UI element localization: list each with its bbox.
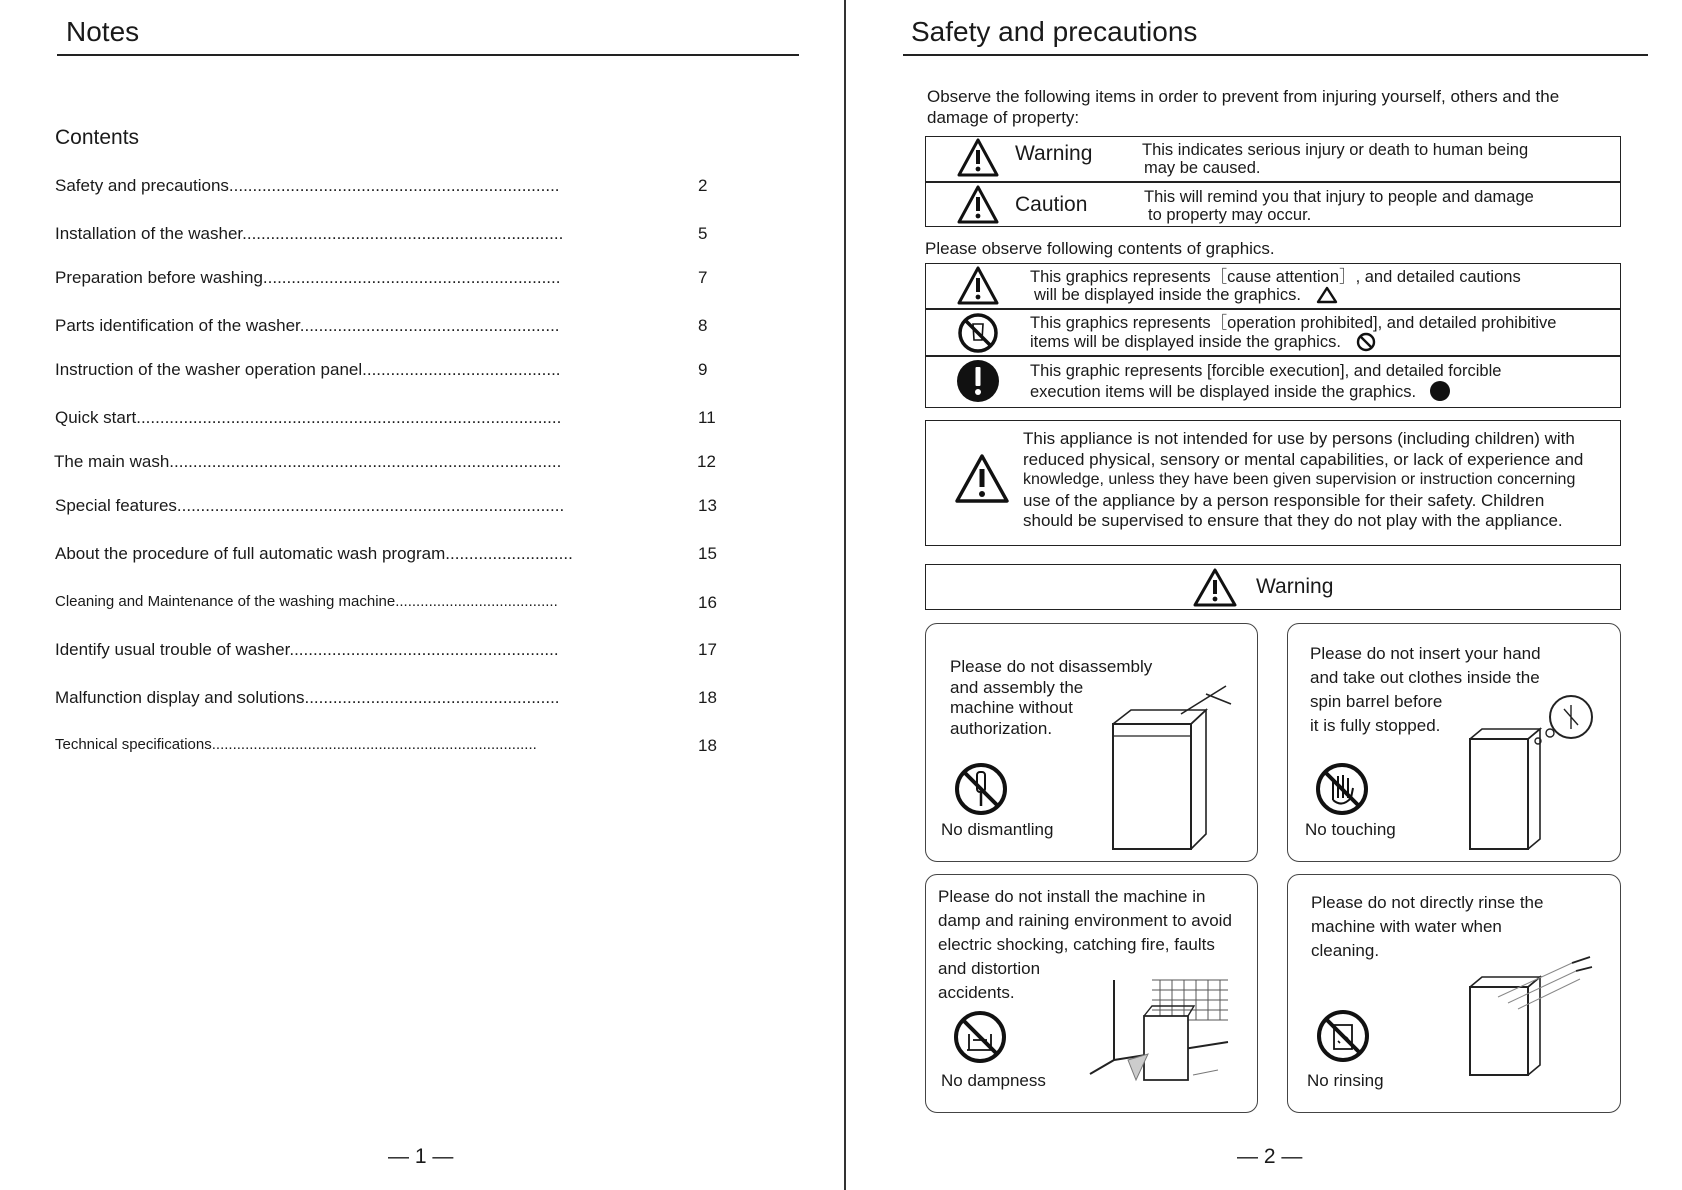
hazard-levels-box	[925, 136, 1621, 227]
card-text-line: and assembly the	[950, 677, 1084, 697]
toc-entry-page: 9	[698, 360, 708, 379]
toc-entry-title: Parts identification of the washer.......................................................	[55, 316, 560, 335]
toc-entry-title: The main wash...................................................................................	[54, 452, 562, 471]
warning-card-rinsing	[1287, 874, 1621, 1113]
caution-triangle-icon	[956, 184, 1000, 226]
toc-entry-title: Safety and precautions......................................................................	[55, 176, 560, 195]
toc-entry-title: Malfunction display and solutions......................................................	[55, 688, 560, 707]
no-dampness-icon	[953, 1010, 1007, 1064]
damp-environment-illustration	[1088, 980, 1233, 1090]
toc-entry	[55, 224, 715, 248]
graphics-intro: Please observe following contents of graphics.	[925, 239, 1275, 258]
toc-entry-page: 5	[698, 224, 708, 243]
appliance-notice-box	[925, 420, 1621, 546]
card-text-line: Please do not directly rinse the	[1311, 893, 1544, 912]
graphic-desc-line: This graphics represents［cause attention］, and detailed cautions	[1030, 268, 1521, 286]
toc-entry-page: 17	[698, 640, 717, 659]
page-title-notes: Notes	[66, 16, 140, 47]
card-text-line: and distortion	[938, 959, 1041, 978]
toc-entry-page: 18	[698, 688, 717, 707]
warning-card-dismantling	[925, 623, 1258, 862]
card-text-line: Please do not disassembly	[950, 657, 1153, 676]
toc-entry	[55, 316, 715, 340]
notice-line: knowledge, unless they have been given supervision or instruction concerning	[1023, 471, 1576, 488]
page-number-1: — 1 —	[388, 1145, 454, 1168]
toc-entry-page: 16	[698, 593, 717, 612]
warning-triangle-icon	[956, 137, 1000, 179]
banner-warning-triangle-icon	[1192, 567, 1238, 609]
card-text-line: it is fully stopped.	[1310, 716, 1441, 735]
toc-entry	[55, 688, 715, 712]
graphic-desc-line-wrap	[1030, 332, 1556, 352]
card-label: No touching	[1305, 820, 1396, 839]
row-divider	[926, 308, 1620, 310]
toc-entry-page: 15	[698, 544, 717, 563]
card-text-line: machine with water when	[1311, 917, 1502, 936]
toc-entry-page: 18	[698, 736, 717, 755]
warning-card-touching	[1287, 623, 1621, 862]
small-triangle-icon	[1316, 286, 1338, 304]
graphic-desc-line: items will be displayed inside the graphics.	[1030, 333, 1341, 351]
notice-line: reduced physical, sensory or mental capabilities, or lack of experience and	[1023, 449, 1584, 469]
card-text-line: Please do not install the machine in	[938, 887, 1206, 906]
toc-entry	[55, 268, 715, 292]
graphic-desc-line: This graphics represents［operation prohibited], and detailed prohibitive	[1030, 314, 1557, 332]
toc-entry	[55, 176, 715, 200]
toc-entry-title: Installation of the washer....................................................................	[55, 224, 564, 243]
graphic-desc-attention	[1030, 268, 1521, 304]
washing-machine-illustration	[1468, 699, 1588, 859]
card-text-line: accidents.	[938, 983, 1015, 1002]
no-touching-icon	[1315, 762, 1369, 816]
graphics-legend-box	[925, 263, 1621, 408]
small-prohibited-icon	[1356, 332, 1376, 352]
toc-entry	[55, 544, 715, 568]
row-divider	[926, 355, 1620, 357]
level-desc-warning	[1142, 141, 1528, 177]
no-rinsing-icon	[1316, 1009, 1370, 1063]
rinsing-illustration	[1468, 957, 1593, 1087]
card-text	[1311, 891, 1543, 963]
warning-banner	[925, 564, 1621, 610]
forcible-execution-icon	[956, 359, 1000, 403]
card-label: No dismantling	[941, 820, 1054, 839]
card-text-line: electric shocking, catching fire, faults	[938, 935, 1215, 954]
toc-entry-title: Quick start..........................................................................................	[55, 408, 562, 427]
toc-entry-title: Cleaning and Maintenance of the washing machine.......................................	[55, 593, 558, 610]
card-text-line: spin barrel before	[1310, 692, 1443, 711]
toc-entry-title: Identify usual trouble of washer.........................................................	[55, 640, 559, 659]
toc-entry-title: Technical specifications..............................................................................	[55, 736, 537, 753]
graphic-desc-prohibited	[1030, 314, 1556, 352]
page-title-safety: Safety and precautions	[911, 16, 1198, 47]
graphic-desc-line-wrap	[1030, 380, 1501, 402]
toc-entry-title: About the procedure of full automatic wash program...........................	[55, 544, 573, 563]
graphic-desc-line: execution items will be displayed inside the graphics.	[1030, 383, 1417, 401]
card-text-line: cleaning.	[1311, 941, 1380, 960]
toc-entry-page: 13	[698, 496, 717, 515]
contents-heading: Contents	[55, 126, 140, 149]
level-desc-line: This indicates serious injury or death to human being	[1142, 141, 1529, 159]
level-label-warning: Warning	[1015, 142, 1093, 165]
graphic-desc-forcible	[1030, 362, 1501, 402]
graphic-desc-line: will be displayed inside the graphics.	[1034, 286, 1301, 304]
intro-text	[927, 86, 1559, 128]
toc-entry	[55, 360, 715, 384]
level-desc-caution	[1144, 188, 1534, 224]
title-rule	[903, 54, 1648, 56]
level-desc-line: to property may occur.	[1148, 206, 1312, 224]
level-desc-line: This will remind you that injury to people and damage	[1144, 188, 1534, 206]
card-text-line: machine without	[950, 698, 1073, 717]
toc-entry-page: 8	[698, 316, 708, 335]
card-text-line: and take out clothes inside the	[1310, 668, 1540, 687]
toc-entry-title: Instruction of the washer operation panel..........................................	[55, 360, 561, 379]
notice-line: use of the appliance by a person responsible for their safety. Children	[1023, 490, 1545, 510]
notice-line: should be supervised to ensure that they do not play with the appliance.	[1023, 511, 1563, 530]
small-filled-circle-icon	[1429, 380, 1451, 402]
intro-line: damage of property:	[927, 108, 1080, 127]
toc-entry-page: 11	[698, 408, 716, 427]
toc-entry	[55, 408, 715, 432]
toc-entry	[55, 736, 715, 760]
title-rule	[57, 54, 799, 56]
warning-banner-label: Warning	[1256, 575, 1334, 598]
toc-entry-page: 12	[697, 452, 716, 471]
page-number-2: — 2 —	[1237, 1145, 1303, 1168]
toc-entry-page: 2	[698, 176, 708, 195]
toc-entry-title: Preparation before washing...............................................................	[55, 268, 561, 287]
toc-entry-page: 7	[698, 268, 708, 287]
cause-attention-icon	[956, 265, 1000, 307]
row-divider	[926, 181, 1620, 183]
card-label: No dampness	[941, 1071, 1046, 1090]
card-text-line: damp and raining environment to avoid	[938, 911, 1232, 930]
card-text-line: authorization.	[950, 718, 1053, 738]
card-label: No rinsing	[1307, 1071, 1384, 1090]
level-desc-line: may be caused.	[1144, 159, 1261, 177]
warning-card-dampness	[925, 874, 1258, 1113]
card-text-line: Please do not insert your hand	[1310, 644, 1541, 663]
intro-line: Observe the following items in order to prevent from injuring yourself, others and the	[927, 87, 1560, 106]
toc-entry	[55, 496, 715, 520]
toc-entry	[55, 640, 715, 664]
graphic-desc-line: This graphic represents [forcible execution], and detailed forcible	[1030, 362, 1502, 380]
toc-entry-title: Special features..................................................................................	[55, 496, 565, 515]
page-divider	[844, 0, 846, 1190]
no-dismantling-icon	[954, 762, 1008, 816]
graphic-desc-line-wrap	[1030, 286, 1521, 304]
washing-machine-illustration	[1111, 684, 1236, 854]
notice-warning-triangle-icon	[953, 452, 1011, 506]
toc-entry	[55, 593, 715, 617]
prohibited-icon	[957, 312, 999, 354]
level-label-caution: Caution	[1015, 193, 1088, 216]
appliance-notice-text	[1023, 429, 1583, 532]
toc-entry	[54, 452, 714, 476]
notice-line: This appliance is not intended for use by persons (including children) with	[1023, 429, 1575, 448]
